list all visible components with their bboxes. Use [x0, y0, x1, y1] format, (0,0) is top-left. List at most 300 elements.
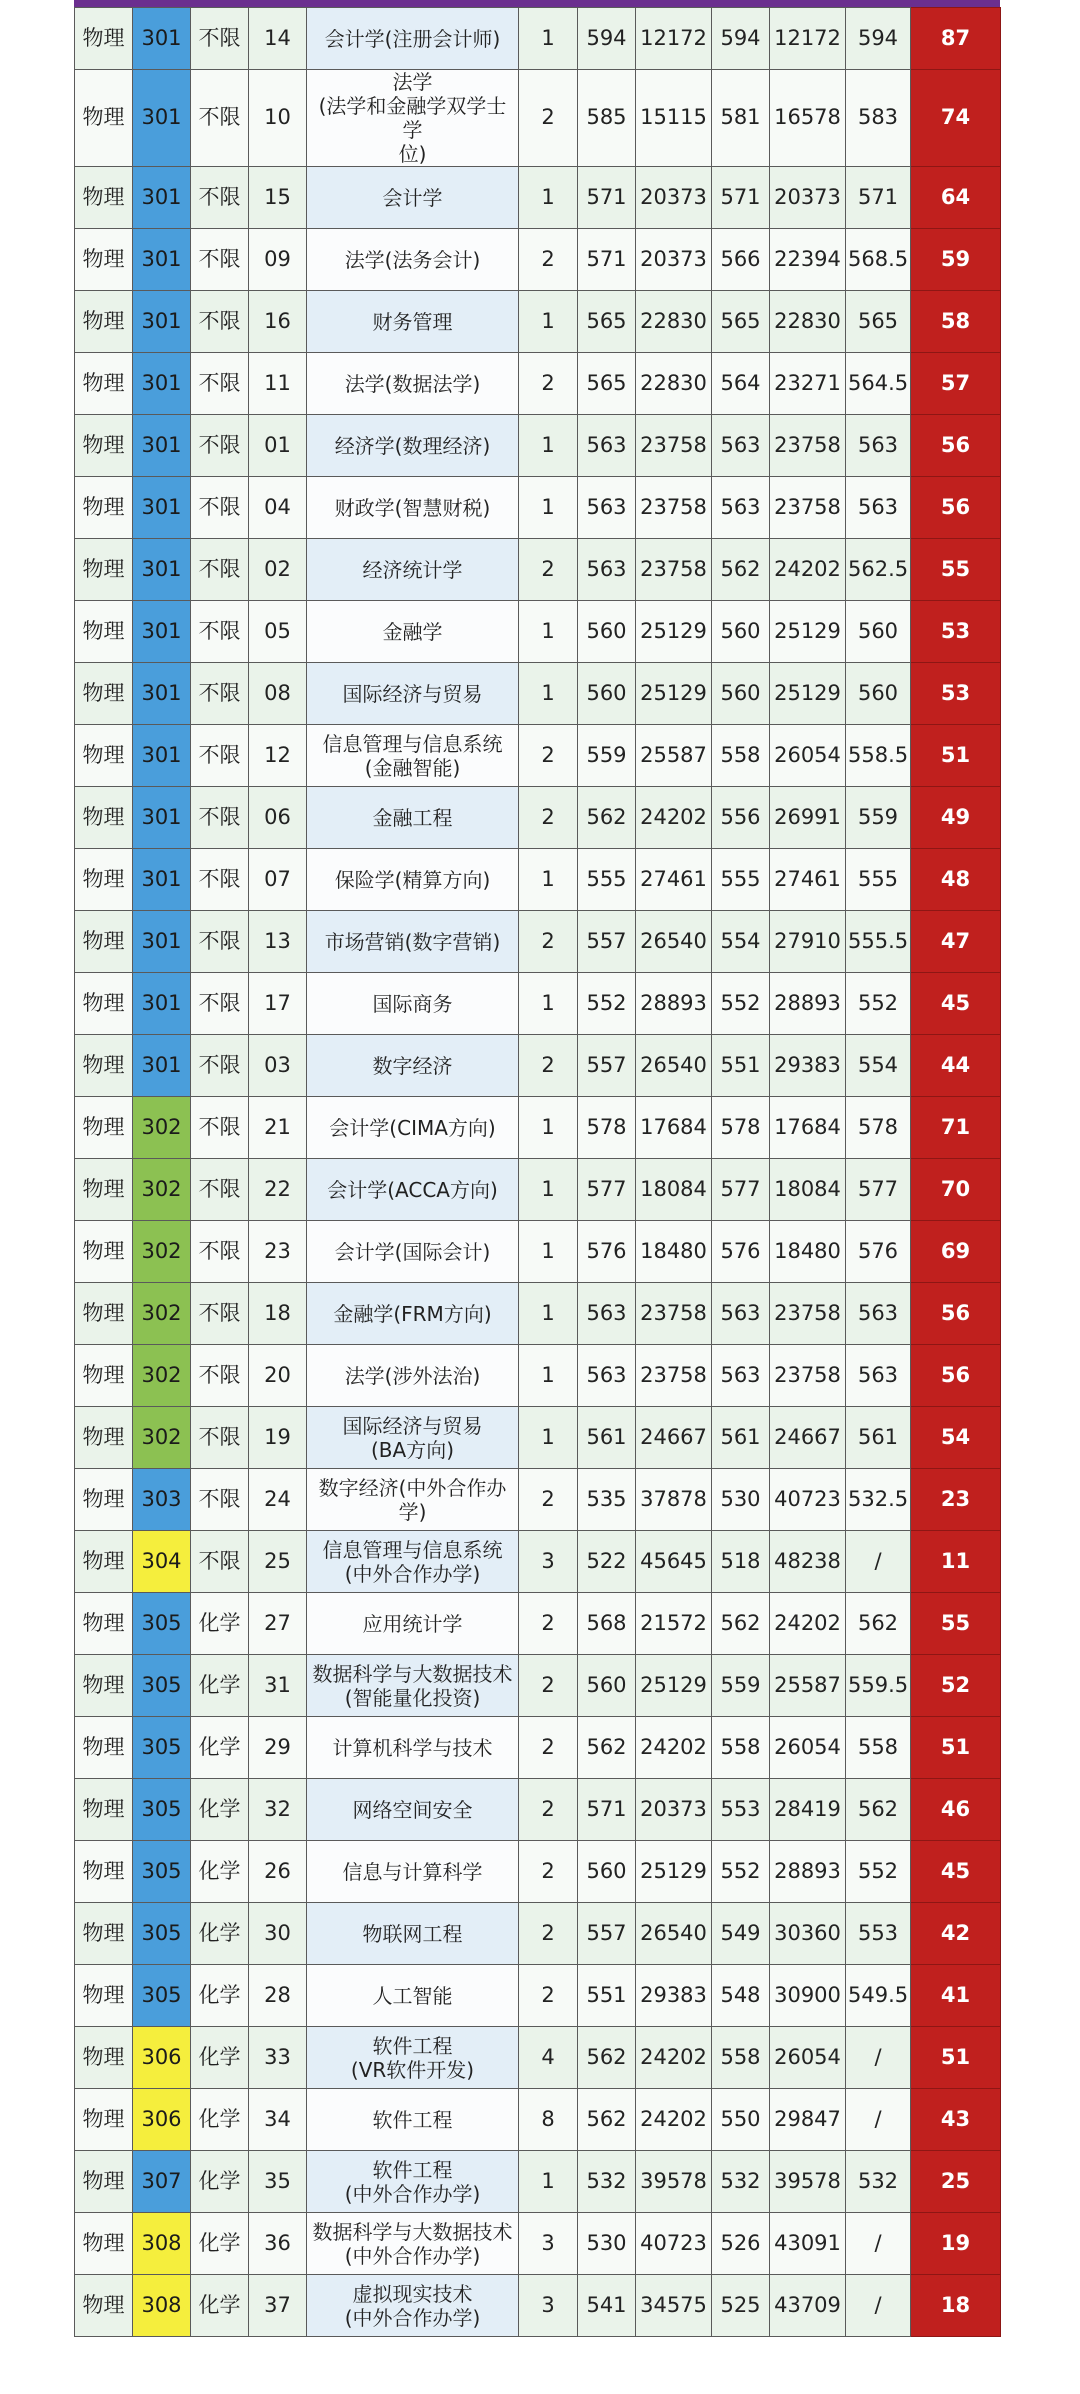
table-body: [75, 8, 1001, 2337]
plan-count-cell: 3: [519, 2213, 578, 2275]
max-rank-cell: 25129: [636, 1841, 712, 1903]
max-score-cell: 571: [578, 229, 636, 291]
major-name-cell: 数据科学与大数据技术 (中外合作办学): [307, 2213, 519, 2275]
rank-index-cell: 58: [911, 291, 1001, 353]
max-rank-cell: 24202: [636, 2027, 712, 2089]
min-rank-cell: 25587: [770, 1655, 846, 1717]
avg-score-cell: 559.5: [846, 1655, 911, 1717]
major-name-cell: 虚拟现实技术 (中外合作办学): [307, 2275, 519, 2337]
plan-count-cell: 8: [519, 2089, 578, 2151]
table-row: [75, 229, 1001, 291]
plan-count-cell: 1: [519, 1097, 578, 1159]
major-name-cell: 法学 (法学和金融学双学士学 位): [307, 70, 519, 167]
requirement-cell: 不限: [191, 1407, 249, 1469]
major-name-cell: 国际经济与贸易: [307, 663, 519, 725]
rank-index-cell: 41: [911, 1965, 1001, 2027]
min-rank-cell: 26054: [770, 2027, 846, 2089]
plan-count-cell: 1: [519, 849, 578, 911]
avg-score-cell: 549.5: [846, 1965, 911, 2027]
major-name-cell: 国际商务: [307, 973, 519, 1035]
max-rank-cell: 23758: [636, 1283, 712, 1345]
min-score-cell: 562: [712, 539, 770, 601]
table-row: [75, 2151, 1001, 2213]
max-score-cell: 560: [578, 1655, 636, 1717]
max-score-cell: 560: [578, 601, 636, 663]
min-score-cell: 525: [712, 2275, 770, 2337]
min-rank-cell: 23758: [770, 1283, 846, 1345]
plan-count-cell: 2: [519, 1779, 578, 1841]
group-code-cell: 301: [133, 229, 191, 291]
subject-cell: 物理: [75, 601, 133, 663]
max-score-cell: 522: [578, 1531, 636, 1593]
min-score-cell: 549: [712, 1903, 770, 1965]
min-rank-cell: 28893: [770, 1841, 846, 1903]
rank-index-cell: 71: [911, 1097, 1001, 1159]
rank-index-cell: 51: [911, 725, 1001, 787]
table-row: [75, 973, 1001, 1035]
avg-score-cell: 558.5: [846, 725, 911, 787]
group-code-cell: 302: [133, 1407, 191, 1469]
major-name-cell: 国际经济与贸易 (BA方向): [307, 1407, 519, 1469]
table-row: [75, 1903, 1001, 1965]
plan-count-cell: 1: [519, 2151, 578, 2213]
table-row: [75, 1655, 1001, 1717]
group-code-cell: 303: [133, 1469, 191, 1531]
max-rank-cell: 40723: [636, 2213, 712, 2275]
subject-cell: 物理: [75, 1903, 133, 1965]
subject-cell: 物理: [75, 2027, 133, 2089]
requirement-cell: 不限: [191, 849, 249, 911]
min-rank-cell: 48238: [770, 1531, 846, 1593]
rank-index-cell: 54: [911, 1407, 1001, 1469]
group-code-cell: 301: [133, 849, 191, 911]
max-score-cell: 535: [578, 1469, 636, 1531]
requirement-cell: 化学: [191, 1779, 249, 1841]
major-code-cell: 06: [249, 787, 307, 849]
plan-count-cell: 2: [519, 725, 578, 787]
max-rank-cell: 12172: [636, 8, 712, 70]
subject-cell: 物理: [75, 1283, 133, 1345]
min-rank-cell: 29847: [770, 2089, 846, 2151]
subject-cell: 物理: [75, 70, 133, 167]
min-rank-cell: 18084: [770, 1159, 846, 1221]
table-row: [75, 1717, 1001, 1779]
rank-index-cell: 56: [911, 477, 1001, 539]
plan-count-cell: 2: [519, 1965, 578, 2027]
min-rank-cell: 26054: [770, 1717, 846, 1779]
subject-cell: 物理: [75, 973, 133, 1035]
min-rank-cell: 25129: [770, 663, 846, 725]
major-code-cell: 10: [249, 70, 307, 167]
rank-index-cell: 53: [911, 663, 1001, 725]
major-name-cell: 财政学(智慧财税): [307, 477, 519, 539]
admission-score-table-wrap: [74, 7, 1000, 2337]
subject-cell: 物理: [75, 2213, 133, 2275]
min-rank-cell: 27461: [770, 849, 846, 911]
rank-index-cell: 57: [911, 353, 1001, 415]
max-score-cell: 551: [578, 1965, 636, 2027]
plan-count-cell: 1: [519, 167, 578, 229]
max-score-cell: 559: [578, 725, 636, 787]
max-rank-cell: 39578: [636, 2151, 712, 2213]
max-score-cell: 530: [578, 2213, 636, 2275]
group-code-cell: 301: [133, 167, 191, 229]
rank-index-cell: 42: [911, 1903, 1001, 1965]
rank-index-cell: 56: [911, 1345, 1001, 1407]
subject-cell: 物理: [75, 725, 133, 787]
min-rank-cell: 43709: [770, 2275, 846, 2337]
major-code-cell: 27: [249, 1593, 307, 1655]
group-code-cell: 301: [133, 911, 191, 973]
table-row: [75, 353, 1001, 415]
min-rank-cell: 24202: [770, 1593, 846, 1655]
plan-count-cell: 2: [519, 1903, 578, 1965]
requirement-cell: 化学: [191, 1841, 249, 1903]
group-code-cell: 302: [133, 1159, 191, 1221]
min-score-cell: 551: [712, 1035, 770, 1097]
plan-count-cell: 2: [519, 1655, 578, 1717]
avg-score-cell: 552: [846, 1841, 911, 1903]
avg-score-cell: 555.5: [846, 911, 911, 973]
max-rank-cell: 28893: [636, 973, 712, 1035]
avg-score-cell: 532.5: [846, 1469, 911, 1531]
max-rank-cell: 18480: [636, 1221, 712, 1283]
avg-score-cell: 576: [846, 1221, 911, 1283]
major-code-cell: 28: [249, 1965, 307, 2027]
min-rank-cell: 23271: [770, 353, 846, 415]
major-name-cell: 法学(数据法学): [307, 353, 519, 415]
max-score-cell: 562: [578, 1717, 636, 1779]
min-rank-cell: 22830: [770, 291, 846, 353]
max-rank-cell: 26540: [636, 1035, 712, 1097]
min-rank-cell: 12172: [770, 8, 846, 70]
avg-score-cell: 562: [846, 1593, 911, 1655]
group-code-cell: 304: [133, 1531, 191, 1593]
table-row: [75, 601, 1001, 663]
max-rank-cell: 23758: [636, 539, 712, 601]
group-code-cell: 301: [133, 1035, 191, 1097]
rank-index-cell: 70: [911, 1159, 1001, 1221]
table-row: [75, 911, 1001, 973]
table-row: [75, 849, 1001, 911]
table-row: [75, 477, 1001, 539]
requirement-cell: 不限: [191, 911, 249, 973]
group-code-cell: 308: [133, 2213, 191, 2275]
requirement-cell: 不限: [191, 8, 249, 70]
avg-score-cell: /: [846, 2089, 911, 2151]
major-code-cell: 19: [249, 1407, 307, 1469]
max-score-cell: 541: [578, 2275, 636, 2337]
group-code-cell: 301: [133, 973, 191, 1035]
min-rank-cell: 24202: [770, 539, 846, 601]
group-code-cell: 305: [133, 1655, 191, 1717]
table-top-bar: [74, 0, 1000, 7]
plan-count-cell: 3: [519, 1531, 578, 1593]
requirement-cell: 化学: [191, 2275, 249, 2337]
plan-count-cell: 2: [519, 539, 578, 601]
rank-index-cell: 43: [911, 2089, 1001, 2151]
max-score-cell: 571: [578, 1779, 636, 1841]
major-name-cell: 数据科学与大数据技术 (智能量化投资): [307, 1655, 519, 1717]
group-code-cell: 301: [133, 70, 191, 167]
group-code-cell: 305: [133, 1779, 191, 1841]
major-code-cell: 36: [249, 2213, 307, 2275]
requirement-cell: 不限: [191, 1283, 249, 1345]
subject-cell: 物理: [75, 1221, 133, 1283]
subject-cell: 物理: [75, 1593, 133, 1655]
subject-cell: 物理: [75, 663, 133, 725]
table-row: [75, 1345, 1001, 1407]
major-code-cell: 14: [249, 8, 307, 70]
max-rank-cell: 22830: [636, 291, 712, 353]
requirement-cell: 不限: [191, 1531, 249, 1593]
max-score-cell: 562: [578, 2089, 636, 2151]
requirement-cell: 化学: [191, 2089, 249, 2151]
subject-cell: 物理: [75, 477, 133, 539]
max-rank-cell: 26540: [636, 911, 712, 973]
min-score-cell: 562: [712, 1593, 770, 1655]
plan-count-cell: 2: [519, 911, 578, 973]
min-rank-cell: 20373: [770, 167, 846, 229]
avg-score-cell: 562.5: [846, 539, 911, 601]
major-name-cell: 软件工程: [307, 2089, 519, 2151]
group-code-cell: 301: [133, 539, 191, 601]
plan-count-cell: 3: [519, 2275, 578, 2337]
min-rank-cell: 18480: [770, 1221, 846, 1283]
subject-cell: 物理: [75, 229, 133, 291]
subject-cell: 物理: [75, 1097, 133, 1159]
min-rank-cell: 24667: [770, 1407, 846, 1469]
group-code-cell: 301: [133, 663, 191, 725]
rank-index-cell: 44: [911, 1035, 1001, 1097]
avg-score-cell: 565: [846, 291, 911, 353]
group-code-cell: 301: [133, 477, 191, 539]
avg-score-cell: 532: [846, 2151, 911, 2213]
max-score-cell: 560: [578, 663, 636, 725]
major-name-cell: 会计学: [307, 167, 519, 229]
max-rank-cell: 25129: [636, 663, 712, 725]
rank-index-cell: 46: [911, 1779, 1001, 1841]
major-code-cell: 20: [249, 1345, 307, 1407]
major-name-cell: 经济统计学: [307, 539, 519, 601]
major-name-cell: 信息与计算科学: [307, 1841, 519, 1903]
max-score-cell: 561: [578, 1407, 636, 1469]
min-rank-cell: 29383: [770, 1035, 846, 1097]
major-code-cell: 26: [249, 1841, 307, 1903]
table-row: [75, 1841, 1001, 1903]
group-code-cell: 301: [133, 415, 191, 477]
requirement-cell: 化学: [191, 1965, 249, 2027]
plan-count-cell: 1: [519, 415, 578, 477]
rank-index-cell: 48: [911, 849, 1001, 911]
table-row: [75, 1097, 1001, 1159]
max-score-cell: 577: [578, 1159, 636, 1221]
plan-count-cell: 1: [519, 1159, 578, 1221]
max-score-cell: 576: [578, 1221, 636, 1283]
max-rank-cell: 20373: [636, 1779, 712, 1841]
avg-score-cell: 571: [846, 167, 911, 229]
max-score-cell: 563: [578, 539, 636, 601]
subject-cell: 物理: [75, 1035, 133, 1097]
table-row: [75, 1035, 1001, 1097]
rank-index-cell: 23: [911, 1469, 1001, 1531]
subject-cell: 物理: [75, 787, 133, 849]
min-score-cell: 526: [712, 2213, 770, 2275]
group-code-cell: 301: [133, 725, 191, 787]
max-rank-cell: 24667: [636, 1407, 712, 1469]
major-code-cell: 22: [249, 1159, 307, 1221]
table-row: [75, 539, 1001, 601]
requirement-cell: 不限: [191, 1159, 249, 1221]
max-score-cell: 563: [578, 1345, 636, 1407]
major-name-cell: 人工智能: [307, 1965, 519, 2027]
min-rank-cell: 26991: [770, 787, 846, 849]
max-rank-cell: 22830: [636, 353, 712, 415]
subject-cell: 物理: [75, 353, 133, 415]
min-score-cell: 571: [712, 167, 770, 229]
min-rank-cell: 26054: [770, 725, 846, 787]
max-rank-cell: 27461: [636, 849, 712, 911]
group-code-cell: 306: [133, 2089, 191, 2151]
max-rank-cell: 24202: [636, 2089, 712, 2151]
table-row: [75, 2275, 1001, 2337]
avg-score-cell: 568.5: [846, 229, 911, 291]
avg-score-cell: 563: [846, 415, 911, 477]
requirement-cell: 化学: [191, 2213, 249, 2275]
min-score-cell: 558: [712, 1717, 770, 1779]
min-score-cell: 566: [712, 229, 770, 291]
subject-cell: 物理: [75, 8, 133, 70]
rank-index-cell: 74: [911, 70, 1001, 167]
avg-score-cell: /: [846, 2275, 911, 2337]
major-code-cell: 13: [249, 911, 307, 973]
requirement-cell: 不限: [191, 1221, 249, 1283]
plan-count-cell: 1: [519, 1407, 578, 1469]
rank-index-cell: 51: [911, 2027, 1001, 2089]
plan-count-cell: 1: [519, 663, 578, 725]
min-rank-cell: 17684: [770, 1097, 846, 1159]
major-code-cell: 02: [249, 539, 307, 601]
subject-cell: 物理: [75, 539, 133, 601]
min-score-cell: 558: [712, 2027, 770, 2089]
group-code-cell: 305: [133, 1903, 191, 1965]
major-code-cell: 25: [249, 1531, 307, 1593]
requirement-cell: 不限: [191, 539, 249, 601]
plan-count-cell: 2: [519, 229, 578, 291]
group-code-cell: 307: [133, 2151, 191, 2213]
requirement-cell: 化学: [191, 1593, 249, 1655]
major-code-cell: 34: [249, 2089, 307, 2151]
subject-cell: 物理: [75, 1965, 133, 2027]
rank-index-cell: 59: [911, 229, 1001, 291]
max-score-cell: 557: [578, 1903, 636, 1965]
min-score-cell: 550: [712, 2089, 770, 2151]
rank-index-cell: 25: [911, 2151, 1001, 2213]
min-rank-cell: 23758: [770, 415, 846, 477]
major-name-cell: 数字经济(中外合作办学): [307, 1469, 519, 1531]
group-code-cell: 301: [133, 291, 191, 353]
min-score-cell: 581: [712, 70, 770, 167]
plan-count-cell: 1: [519, 1221, 578, 1283]
min-rank-cell: 28893: [770, 973, 846, 1035]
max-rank-cell: 25587: [636, 725, 712, 787]
requirement-cell: 不限: [191, 353, 249, 415]
max-score-cell: 532: [578, 2151, 636, 2213]
max-rank-cell: 29383: [636, 1965, 712, 2027]
max-score-cell: 562: [578, 2027, 636, 2089]
avg-score-cell: 559: [846, 787, 911, 849]
plan-count-cell: 2: [519, 1035, 578, 1097]
subject-cell: 物理: [75, 1841, 133, 1903]
avg-score-cell: /: [846, 2027, 911, 2089]
major-name-cell: 应用统计学: [307, 1593, 519, 1655]
plan-count-cell: 1: [519, 973, 578, 1035]
major-name-cell: 法学(法务会计): [307, 229, 519, 291]
major-name-cell: 软件工程 (VR软件开发): [307, 2027, 519, 2089]
plan-count-cell: 1: [519, 291, 578, 353]
table-row: [75, 415, 1001, 477]
major-code-cell: 35: [249, 2151, 307, 2213]
table-row: [75, 1531, 1001, 1593]
major-code-cell: 31: [249, 1655, 307, 1717]
major-code-cell: 24: [249, 1469, 307, 1531]
rank-index-cell: 52: [911, 1655, 1001, 1717]
min-score-cell: 563: [712, 477, 770, 539]
avg-score-cell: /: [846, 1531, 911, 1593]
table-row: [75, 8, 1001, 70]
subject-cell: 物理: [75, 1159, 133, 1221]
subject-cell: 物理: [75, 291, 133, 353]
table-row: [75, 2213, 1001, 2275]
rank-index-cell: 47: [911, 911, 1001, 973]
requirement-cell: 不限: [191, 70, 249, 167]
avg-score-cell: 578: [846, 1097, 911, 1159]
min-score-cell: 555: [712, 849, 770, 911]
major-name-cell: 会计学(ACCA方向): [307, 1159, 519, 1221]
group-code-cell: 306: [133, 2027, 191, 2089]
min-score-cell: 561: [712, 1407, 770, 1469]
min-score-cell: 552: [712, 973, 770, 1035]
table-row: [75, 787, 1001, 849]
group-code-cell: 302: [133, 1345, 191, 1407]
major-code-cell: 29: [249, 1717, 307, 1779]
requirement-cell: 化学: [191, 2151, 249, 2213]
avg-score-cell: 577: [846, 1159, 911, 1221]
subject-cell: 物理: [75, 2151, 133, 2213]
max-score-cell: 555: [578, 849, 636, 911]
major-code-cell: 32: [249, 1779, 307, 1841]
requirement-cell: 不限: [191, 725, 249, 787]
min-score-cell: 559: [712, 1655, 770, 1717]
major-name-cell: 软件工程 (中外合作办学): [307, 2151, 519, 2213]
min-score-cell: 578: [712, 1097, 770, 1159]
max-rank-cell: 18084: [636, 1159, 712, 1221]
major-code-cell: 15: [249, 167, 307, 229]
min-score-cell: 548: [712, 1965, 770, 2027]
min-score-cell: 518: [712, 1531, 770, 1593]
min-rank-cell: 27910: [770, 911, 846, 973]
table-row: [75, 1221, 1001, 1283]
subject-cell: 物理: [75, 167, 133, 229]
min-rank-cell: 30360: [770, 1903, 846, 1965]
major-code-cell: 09: [249, 229, 307, 291]
group-code-cell: 305: [133, 1965, 191, 2027]
avg-score-cell: 560: [846, 663, 911, 725]
requirement-cell: 不限: [191, 477, 249, 539]
min-rank-cell: 39578: [770, 2151, 846, 2213]
rank-index-cell: 87: [911, 8, 1001, 70]
table-row: [75, 1965, 1001, 2027]
